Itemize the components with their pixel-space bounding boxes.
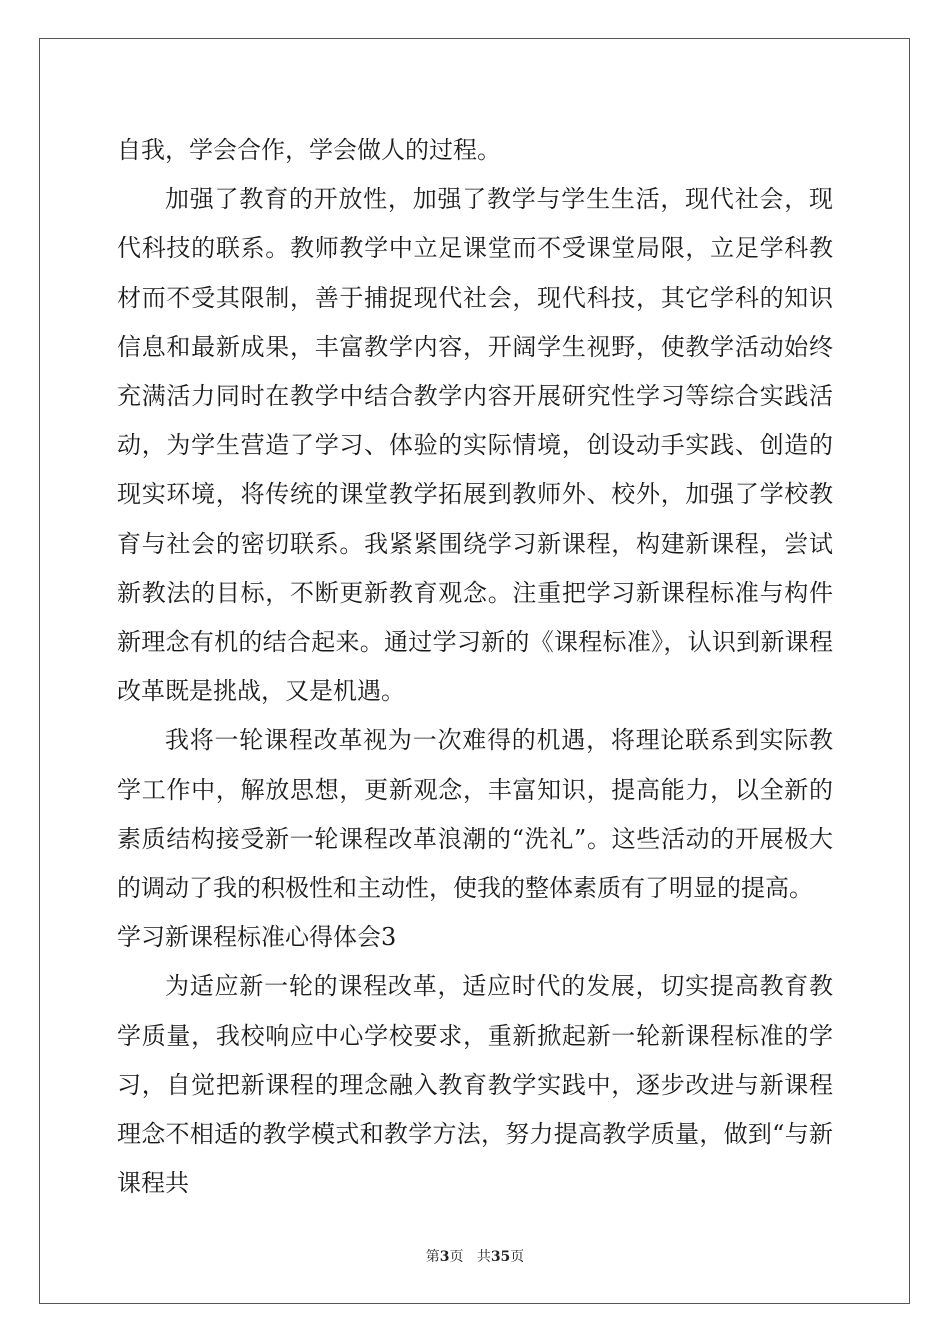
paragraph: 我将一轮课程改革视为一次难得的机遇，将理论联系到实际教学工作中，解放思想，更新观念，丰富知识，提高能力，以全新的素质结构接受新一轮课程改革浪潮的“洗礼”。这些活动的开展极大的调动了我的积极性和主动性，使我的整体素质有了明显的提高。 xyxy=(117,726,833,903)
footer-total-prefix: 共 xyxy=(476,1249,491,1265)
document-body xyxy=(117,126,833,1208)
current-page-number: 3 xyxy=(439,1249,450,1265)
paragraph-continuation: 自我，学会合作，学会做人的过程。 xyxy=(117,136,501,164)
footer-total-suffix: 页 xyxy=(510,1249,525,1265)
paragraph: 为适应新一轮的课程改革，适应时代的发展，切实提高教育教学质量，我校响应中心学校要求，重新掀起新一轮新课程标准的学习，自觉把新课程的理念融入教育教学实践中，逐步改进与新课程理念不相适的教学模式和教学方法，努力提高教学质量，做到“与新课程共 xyxy=(117,972,833,1198)
footer-page-suffix: 页 xyxy=(449,1249,464,1265)
page-footer xyxy=(0,1246,950,1266)
section-heading: 学习新课程标准心得体会3 xyxy=(117,923,397,952)
paragraph: 加强了教育的开放性，加强了教学与学生生活，现代社会，现代科技的联系。教师教学中立足课堂而不受课堂局限，立足学科教材而不受其限制，善于捕捉现代社会，现代科技，其它学科的知识信息和最新成果，丰富教学内容，开阔学生视野，使教学活动始终充满活力同时在教学中结合教学内容开展研究性学习等综合实践活动，为学生营造了学习、体验的实际情境，创设动手实践、创造的现实环境，将传统的课堂教学拓展到教师外、校外，加强了学校教育与社会的密切联系。我紧紧围绕学习新课程，构建新课程，尝试新教法的目标，不断更新教育观念。注重把学习新课程标准与构件新理念有机的结合起来。通过学习新的《课程标准》，认识到新课程改革既是挑战，又是机遇。 xyxy=(117,185,833,706)
footer-prefix: 第 xyxy=(425,1249,440,1265)
total-pages-number: 35 xyxy=(490,1249,511,1265)
